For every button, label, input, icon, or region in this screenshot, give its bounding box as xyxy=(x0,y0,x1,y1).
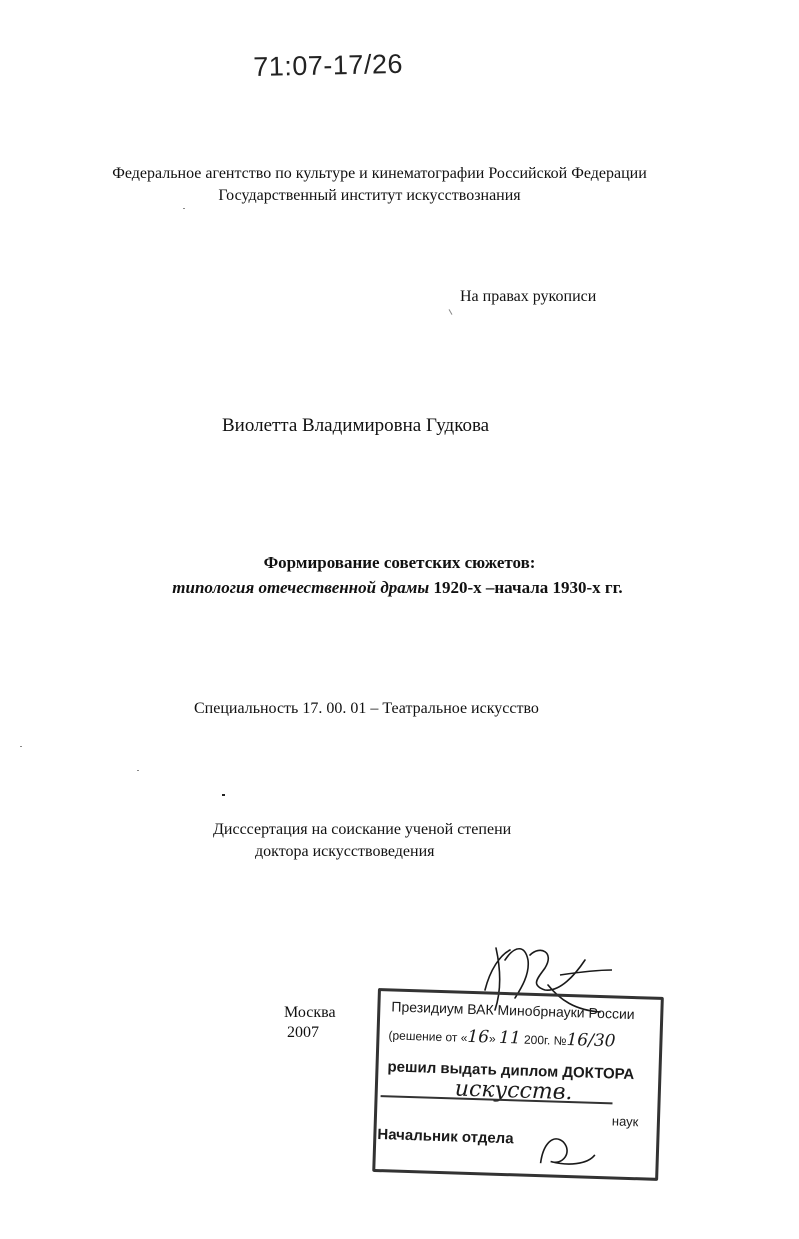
stamp-line-1: Президиум ВАК Минобрнауки России xyxy=(391,998,635,1023)
title-line-2-text: типология отечественной драмы xyxy=(172,578,434,597)
stamp-field-handwritten: искусств. xyxy=(454,1076,573,1106)
stamp-line-5: Начальник отдела xyxy=(377,1126,514,1148)
title-line-2-years: 1920-х –начала 1930-х гг. xyxy=(433,578,623,597)
stamp-month: 11 xyxy=(498,1027,522,1049)
specialty: Специальность 17. 00. 01 – Театральное искусство xyxy=(194,700,539,717)
stamp-number: 16 xyxy=(566,1029,589,1051)
stamp-day: 16 xyxy=(467,1026,490,1048)
imprint-city: Москва xyxy=(284,1004,336,1021)
dissertation-line-1: Дисссертация на соискание ученой степени xyxy=(213,821,512,838)
stamp-number-extra: /30 xyxy=(587,1030,616,1052)
stamp-decision-prefix: (решение от « xyxy=(388,1028,468,1045)
stamp-year-prefix: 200 xyxy=(523,1032,545,1048)
manuscript-note: На правах рукописи xyxy=(460,288,597,305)
stamp-line-3: решил выдать диплом ДОКТОРА xyxy=(387,1058,635,1084)
institute-name: Государственный институт искусствознания xyxy=(218,187,521,204)
stamp-day-close: » xyxy=(488,1031,496,1046)
vak-stamp xyxy=(372,988,668,1183)
title-line-1: Формирование советских сюжетов: xyxy=(263,553,536,572)
dissertation-line-2: доктора искусствоведения xyxy=(255,843,435,860)
author-name: Виолетта Владимировна Гудкова xyxy=(222,415,490,436)
imprint-year: 2007 xyxy=(287,1024,319,1041)
catalog-code: 71:07-17/26 xyxy=(253,48,404,82)
stamp-line-4: наук xyxy=(611,1113,639,1130)
stamp-signature xyxy=(372,988,678,1187)
agency-name: Федеральное агентство по культуре и кинематографии Российской Федерации xyxy=(112,165,647,182)
stamp-year-suffix: г. № xyxy=(543,1033,567,1048)
